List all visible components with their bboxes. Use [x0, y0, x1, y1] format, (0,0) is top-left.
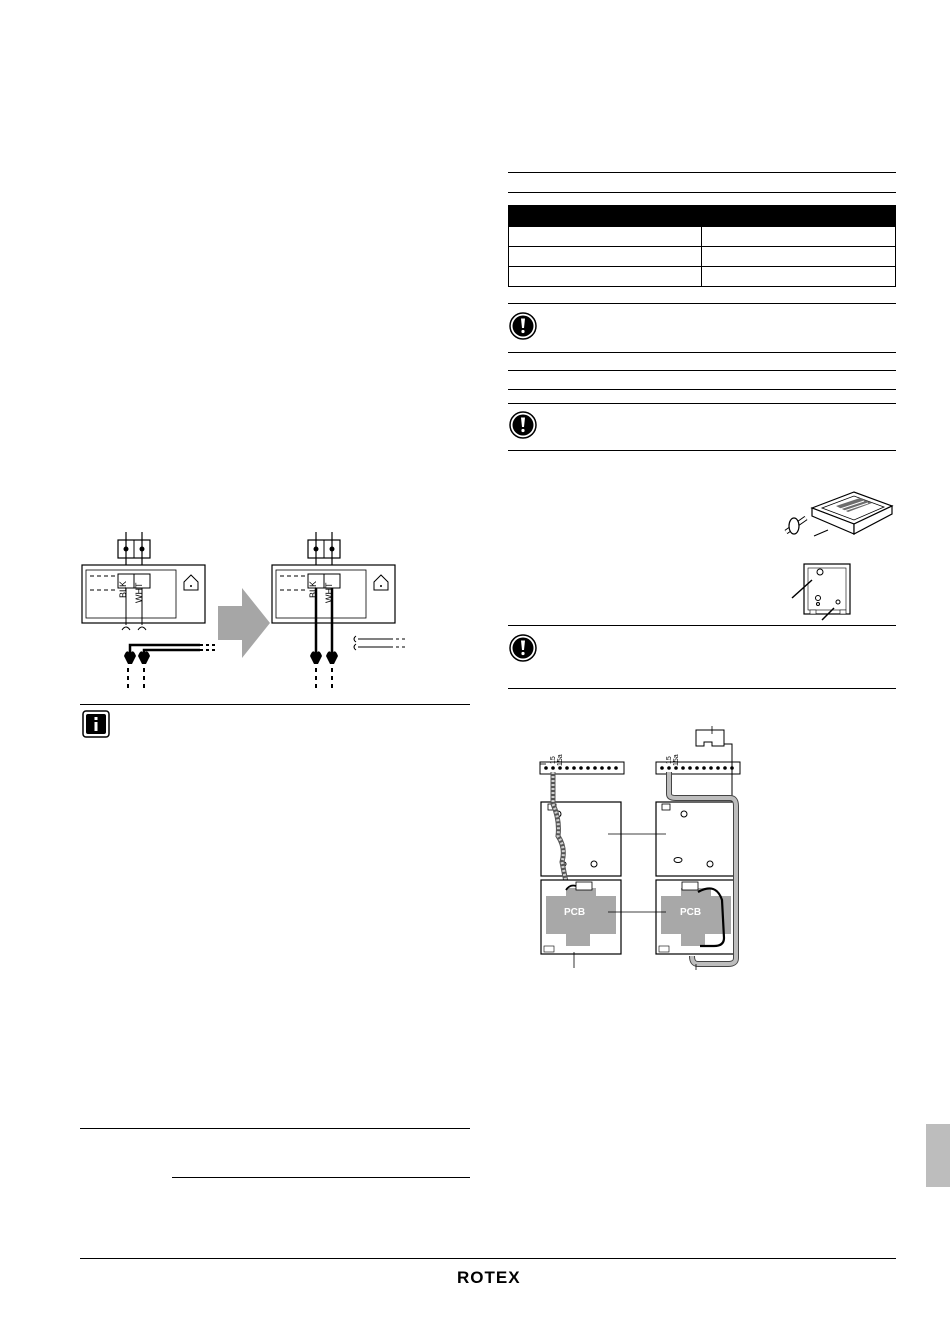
- spec-table: [508, 205, 896, 287]
- wire-label-wht-right: WHT: [324, 582, 334, 603]
- table-header-cell: [509, 206, 702, 227]
- table-cell: [509, 227, 702, 247]
- terminal-label-15a-right: 15a: [673, 754, 680, 766]
- terminal-label-15-left: 15: [550, 756, 557, 764]
- info-divider-top: [80, 704, 470, 705]
- warning3-divider-top: [508, 625, 896, 626]
- warning-icon: [509, 312, 537, 340]
- divider-r1: [508, 172, 896, 173]
- terminal-label-15a-left: 15a: [557, 754, 564, 766]
- wiring-diagram-right: [270, 530, 410, 695]
- table-cell: [509, 247, 702, 267]
- wire-label-wht-left: WHT: [134, 582, 144, 603]
- divider-r4: [508, 389, 896, 390]
- warning2-divider-top: [508, 403, 896, 404]
- remote-controller-illustration: [784, 488, 896, 548]
- pcb-label-right: PCB: [680, 907, 702, 918]
- backplate-illustration: [790, 562, 854, 622]
- info-icon: [82, 710, 110, 738]
- table-header-row: [509, 206, 896, 227]
- divider-bottom-left-2: [172, 1177, 470, 1178]
- arrow-right-icon: [218, 588, 270, 658]
- table-cell: [509, 267, 702, 287]
- wire-label-blk-left: BLK: [118, 580, 128, 598]
- warning1-divider-top: [508, 303, 896, 304]
- warning3-divider-bottom: [508, 688, 896, 689]
- warning2-divider-bottom: [508, 450, 896, 451]
- page-tab-marker: [926, 1124, 950, 1187]
- rotex-logo: ROTEX: [457, 1268, 521, 1287]
- warning-icon: [509, 634, 537, 662]
- table-row: [509, 267, 896, 287]
- table-header-cell: [702, 206, 896, 227]
- terminal-label-15-right: 15: [666, 756, 673, 764]
- terminal-pcb-diagram: [536, 724, 748, 970]
- footer-divider: [80, 1258, 896, 1259]
- pcb-label-left: PCB: [564, 907, 586, 918]
- table-row: [509, 227, 896, 247]
- table-cell: [702, 227, 896, 247]
- divider-bottom-left-1: [80, 1128, 470, 1129]
- table-row: [509, 247, 896, 267]
- warning-icon: [509, 411, 537, 439]
- warning1-divider-bottom: [508, 352, 896, 353]
- divider-r3: [508, 370, 896, 371]
- divider-r2: [508, 192, 896, 193]
- table-cell: [702, 267, 896, 287]
- table-cell: [702, 247, 896, 267]
- wire-label-blk-right: BLK: [308, 580, 318, 598]
- wiring-diagram-left: [80, 530, 220, 695]
